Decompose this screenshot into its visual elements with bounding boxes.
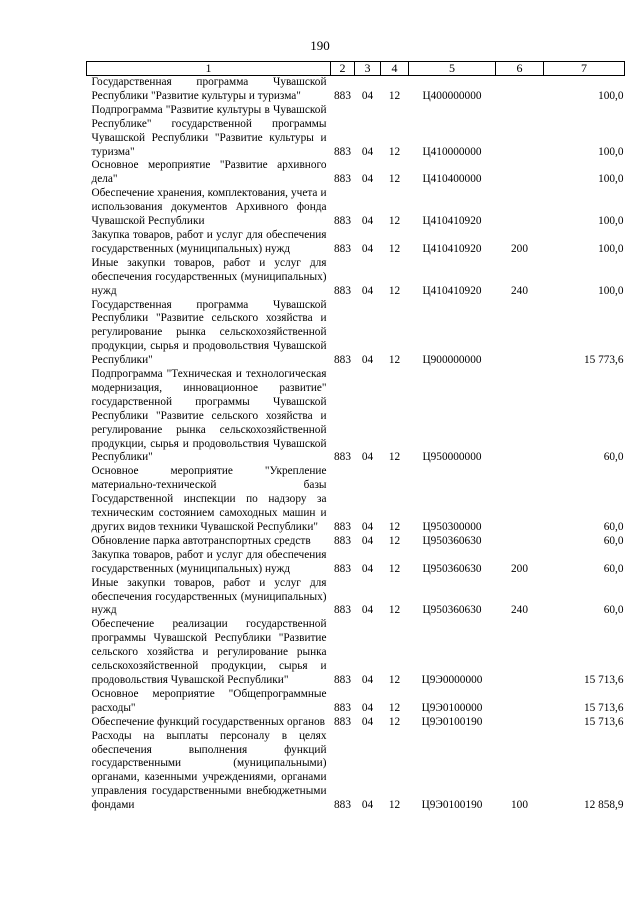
row-subsection: 12 bbox=[388, 604, 401, 617]
row-section: 04 bbox=[361, 715, 374, 728]
row-subsection: 12 bbox=[388, 451, 401, 464]
row-section: 04 bbox=[361, 354, 374, 367]
row-section: 04 bbox=[361, 173, 374, 186]
row-subsection: 12 bbox=[388, 715, 401, 728]
row-section: 04 bbox=[361, 215, 374, 228]
row-glava: 883 bbox=[334, 242, 351, 255]
row-target-article: Ц410410920 bbox=[422, 242, 482, 255]
table-row bbox=[87, 618, 625, 688]
row-name: Основное мероприятие "Развитие архивного дела" bbox=[91, 159, 327, 186]
row-subsection: 12 bbox=[388, 673, 401, 686]
row-target-article: Ц950360630 bbox=[422, 562, 482, 575]
row-name: Государственная программа Чувашской Республики "Развитие сельского хозяйства и регулирование рынка сельскохозяйственной продукции, сырья и продовольствия Чувашской Республики" bbox=[91, 298, 327, 367]
row-amount: 15 713,6 bbox=[583, 701, 624, 714]
col-header-name: 1 bbox=[87, 62, 331, 76]
table-row bbox=[87, 229, 625, 257]
col-header-amount: 7 bbox=[544, 62, 625, 76]
col-header-expense-type: 6 bbox=[496, 62, 544, 76]
row-name: Расходы на выплаты персоналу в целях обеспечения выполнения функций государственными (муниципальными) органами, казенными учреждениями, органами управления государственными внебюджетными фондами bbox=[91, 729, 327, 812]
row-target-article: Ц410410920 bbox=[422, 215, 482, 228]
row-subsection: 12 bbox=[388, 701, 401, 714]
row-amount: 60,0 bbox=[603, 604, 624, 617]
row-expense-type: 240 bbox=[511, 284, 528, 297]
row-expense-type bbox=[496, 104, 544, 160]
row-target-article: Ц9Э0000000 bbox=[421, 673, 483, 686]
budget-table bbox=[86, 61, 625, 813]
row-section: 04 bbox=[361, 242, 374, 255]
row-glava: 883 bbox=[334, 534, 351, 547]
row-name: Подпрограмма "Техническая и технологическая модернизация, инновационное развитие" государственной программы Чувашской Республики "Развитие сельского хозяйства и регулирование рынка сельскохозяйственной продукции, сырья и продовольствия Чувашской Республики" bbox=[91, 368, 327, 464]
row-target-article: Ц9Э0100000 bbox=[421, 701, 483, 714]
row-subsection: 12 bbox=[388, 521, 401, 533]
row-glava: 883 bbox=[334, 673, 351, 686]
row-glava: 883 bbox=[334, 701, 351, 714]
row-expense-type bbox=[496, 299, 544, 369]
row-amount: 100,0 bbox=[598, 145, 624, 158]
row-target-article: Ц950360630 bbox=[422, 604, 482, 617]
table-row bbox=[87, 465, 625, 535]
row-expense-type bbox=[496, 688, 544, 716]
row-target-article: Ц950300000 bbox=[422, 521, 482, 533]
row-name: Государственная программа Чувашской Республики "Развитие культуры и туризма" bbox=[91, 76, 327, 102]
row-subsection: 12 bbox=[388, 354, 401, 367]
row-glava: 883 bbox=[334, 215, 351, 228]
table-row bbox=[87, 535, 625, 549]
row-section: 04 bbox=[361, 604, 374, 617]
row-amount: 15 713,6 bbox=[583, 673, 624, 686]
row-expense-type bbox=[496, 159, 544, 187]
table-row bbox=[87, 577, 625, 619]
table-row bbox=[87, 104, 625, 160]
row-target-article: Ц410400000 bbox=[422, 173, 482, 186]
row-target-article: Ц950000000 bbox=[422, 451, 482, 464]
row-glava: 883 bbox=[334, 173, 351, 186]
table-row bbox=[87, 368, 625, 465]
table-row bbox=[87, 549, 625, 577]
col-header-section: 3 bbox=[355, 62, 381, 76]
table-row bbox=[87, 688, 625, 716]
row-amount: 100,0 bbox=[598, 173, 624, 186]
row-amount: 15 773,6 bbox=[583, 354, 624, 367]
row-subsection: 12 bbox=[388, 89, 401, 102]
row-section: 04 bbox=[361, 145, 374, 158]
row-target-article: Ц410000000 bbox=[422, 145, 482, 158]
row-section: 04 bbox=[361, 89, 374, 102]
row-amount: 15 713,6 bbox=[583, 715, 624, 728]
row-section: 04 bbox=[361, 562, 374, 575]
table-row bbox=[87, 730, 625, 813]
row-section: 04 bbox=[361, 701, 374, 714]
table-row bbox=[87, 159, 625, 187]
page-number: 190 bbox=[310, 38, 330, 53]
row-amount: 100,0 bbox=[598, 284, 624, 297]
row-expense-type bbox=[496, 76, 544, 104]
row-expense-type: 100 bbox=[511, 799, 528, 812]
row-amount: 60,0 bbox=[603, 562, 624, 575]
row-section: 04 bbox=[361, 284, 374, 297]
row-subsection: 12 bbox=[388, 242, 401, 255]
row-target-article: Ц9Э0100190 bbox=[421, 715, 483, 728]
row-section: 04 bbox=[361, 673, 374, 686]
row-expense-type: 200 bbox=[511, 242, 528, 255]
row-expense-type bbox=[496, 618, 544, 688]
row-subsection: 12 bbox=[388, 145, 401, 158]
row-expense-type bbox=[496, 368, 544, 465]
row-amount: 60,0 bbox=[603, 534, 624, 547]
table-row bbox=[87, 257, 625, 299]
row-target-article: Ц9Э0100190 bbox=[421, 799, 483, 812]
row-name: Закупка товаров, работ и услуг для обеспечения государственных (муниципальных) нужд bbox=[91, 228, 327, 255]
row-name: Иные закупки товаров, работ и услуг для обеспечения государственных (муниципальных) нужд bbox=[91, 256, 327, 297]
row-name: Закупка товаров, работ и услуг для обеспечения государственных (муниципальных) нужд bbox=[91, 548, 327, 575]
row-expense-type: 200 bbox=[511, 562, 528, 575]
row-name: Обновление парка автотранспортных средств bbox=[91, 534, 311, 547]
row-amount: 12 858,9 bbox=[583, 799, 624, 812]
table-row bbox=[87, 716, 625, 730]
row-subsection: 12 bbox=[388, 562, 401, 575]
row-subsection: 12 bbox=[388, 534, 401, 547]
row-glava: 883 bbox=[334, 604, 351, 617]
row-section: 04 bbox=[361, 521, 374, 533]
row-section: 04 bbox=[361, 451, 374, 464]
row-glava: 883 bbox=[334, 284, 351, 297]
row-expense-type bbox=[496, 187, 544, 229]
row-glava: 883 bbox=[334, 562, 351, 575]
row-glava: 883 bbox=[334, 145, 351, 158]
table-row bbox=[87, 76, 625, 104]
col-header-subsection: 4 bbox=[381, 62, 409, 76]
row-expense-type bbox=[496, 465, 544, 535]
row-expense-type bbox=[496, 716, 544, 730]
row-name: Иные закупки товаров, работ и услуг для обеспечения государственных (муниципальных) нужд bbox=[91, 576, 327, 617]
row-glava: 883 bbox=[334, 715, 351, 728]
row-name: Обеспечение хранения, комплектования, учета и использования документов Архивного фонда Чувашской Республики bbox=[91, 187, 327, 228]
row-section: 04 bbox=[361, 799, 374, 812]
row-expense-type bbox=[496, 535, 544, 549]
row-glava: 883 bbox=[334, 89, 351, 102]
row-section: 04 bbox=[361, 534, 374, 547]
header-row bbox=[87, 62, 625, 76]
row-subsection: 12 bbox=[388, 284, 401, 297]
row-glava: 883 bbox=[334, 354, 351, 367]
row-subsection: 12 bbox=[388, 173, 401, 186]
row-amount: 60,0 bbox=[603, 451, 624, 464]
row-target-article: Ц410410920 bbox=[422, 284, 482, 297]
row-amount: 100,0 bbox=[598, 242, 624, 255]
col-header-target-article: 5 bbox=[409, 62, 496, 76]
col-header-glava: 2 bbox=[331, 62, 355, 76]
row-target-article: Ц950360630 bbox=[422, 534, 482, 547]
row-name: Основное мероприятие "Укрепление материально-технической базы Государственной инспекции по надзору за техническим состоянием самоходных машин и других видов техники Чувашской Республики" bbox=[91, 465, 327, 533]
row-glava: 883 bbox=[334, 521, 351, 533]
row-name: Обеспечение реализации государственной программы Чувашской Республики "Развитие сельского хозяйства и регулирование рынка сельскохозяйственной продукции, сырья и продовольствия Чувашской Республики" bbox=[91, 618, 327, 686]
row-name: Основное мероприятие "Общепрограммные расходы" bbox=[91, 687, 327, 714]
table-row bbox=[87, 299, 625, 369]
row-name: Обеспечение функций государственных органов bbox=[91, 715, 326, 728]
row-target-article: Ц900000000 bbox=[422, 354, 482, 367]
row-expense-type: 240 bbox=[511, 604, 528, 617]
row-target-article: Ц400000000 bbox=[422, 89, 482, 102]
row-glava: 883 bbox=[334, 799, 351, 812]
row-name: Подпрограмма "Развитие культуры в Чувашской Республике" государственной программы Чувашской Республики "Развитие культуры и туризма" bbox=[91, 103, 327, 158]
row-subsection: 12 bbox=[388, 799, 401, 812]
table-row bbox=[87, 187, 625, 229]
row-amount: 100,0 bbox=[598, 215, 624, 228]
row-subsection: 12 bbox=[388, 215, 401, 228]
row-amount: 100,0 bbox=[598, 89, 624, 102]
row-glava: 883 bbox=[334, 451, 351, 464]
row-amount: 60,0 bbox=[603, 521, 624, 533]
